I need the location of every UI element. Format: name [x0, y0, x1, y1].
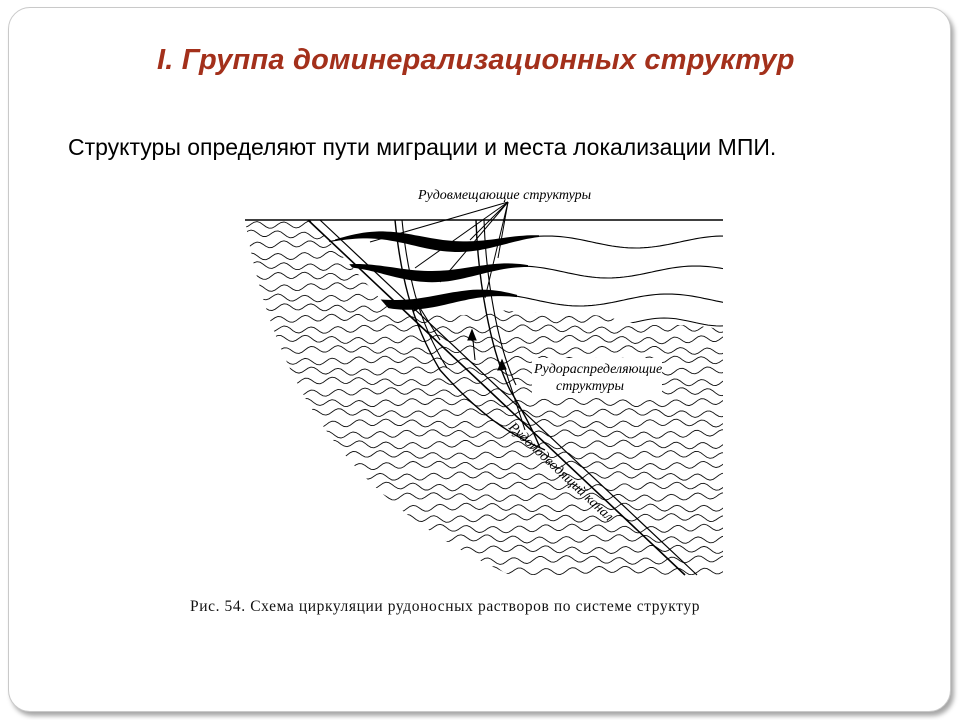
- basement-wave-line: [240, 566, 728, 575]
- basement-wave-line: [240, 556, 728, 565]
- basement-wave-line: [240, 482, 728, 491]
- basement-wave-line: [240, 472, 728, 481]
- basement-wave-line: [240, 398, 728, 407]
- basement-wave-line: [240, 514, 728, 523]
- label-ore-hosting: Рудовмещающие структуры: [418, 188, 592, 203]
- diagram-svg: [240, 180, 770, 590]
- basement-wave-line: [240, 419, 728, 428]
- basement-wave-line: [240, 461, 728, 470]
- basement-wave-line: [240, 503, 728, 512]
- slide-subtitle: Структуры определяют пути миграции и места локализации МПИ.: [68, 134, 777, 160]
- basement-wave-line: [240, 325, 728, 334]
- slide-title: I. Группа доминерализационных структур: [157, 44, 795, 76]
- basement-wave-line: [240, 493, 728, 502]
- basement-wave-line: [240, 430, 728, 439]
- label-ore-distributing-1: Рудораспределяющие: [534, 362, 663, 377]
- label-ore-distributing-2: структуры: [556, 379, 624, 394]
- label-feeder-channel: Рудоподводящий канал: [505, 419, 616, 525]
- basement-wave-line: [240, 346, 728, 355]
- geology-diagram: [240, 180, 770, 590]
- basement-wave-line: [240, 440, 728, 449]
- basement-wave-line: [240, 524, 728, 533]
- basement-wave-line: [240, 451, 728, 460]
- figure-caption: Рис. 54. Схема циркуляции рудоносных растворов по системе структур: [190, 598, 701, 615]
- basement-wave-line: [240, 335, 728, 344]
